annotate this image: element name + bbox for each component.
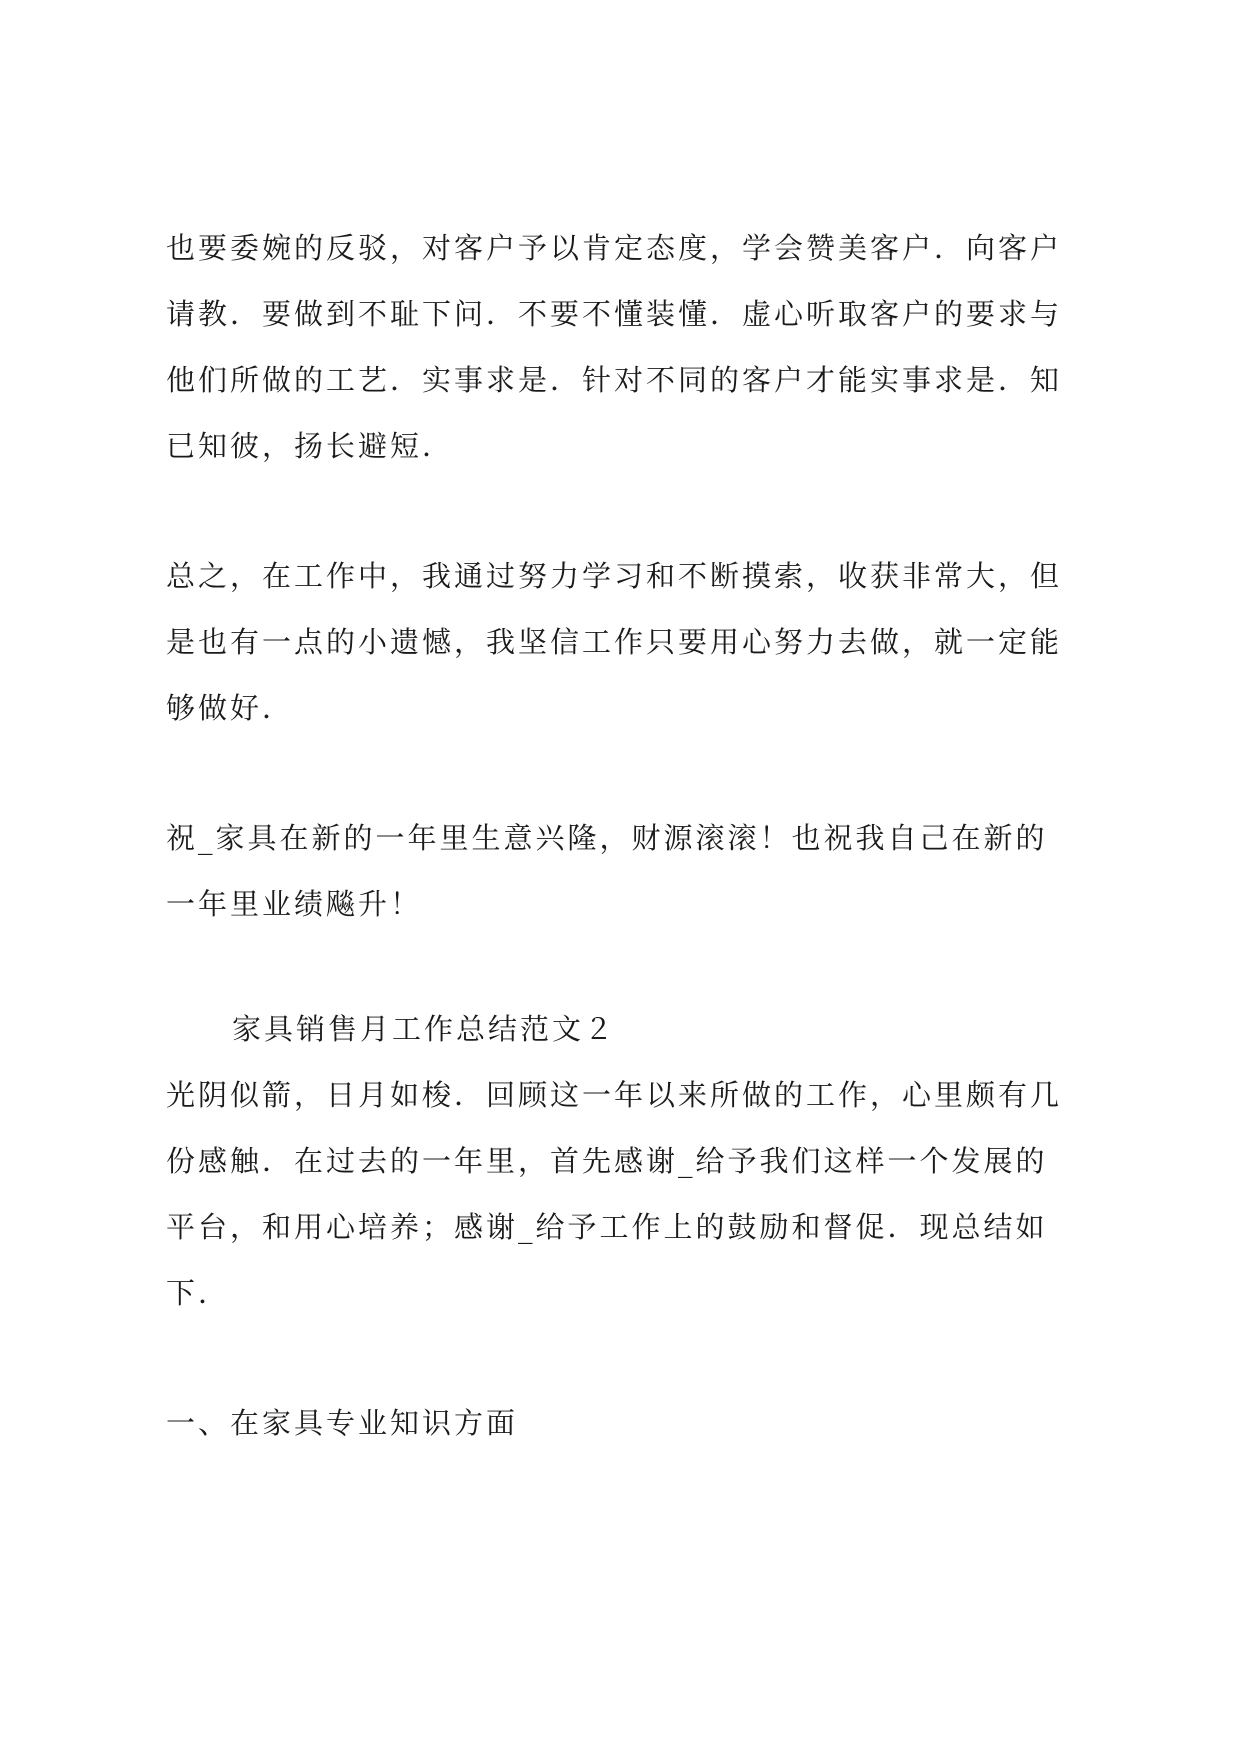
paragraph-4-line-4: 下． xyxy=(166,1276,231,1310)
paragraph-1-line-2: 请教．要做到不耻下问．不要不懂装懂．虚心听取客户的要求与 xyxy=(166,297,1063,331)
section-title: 家具销售月工作总结范文２ xyxy=(232,1012,617,1046)
paragraph-2-line-2: 是也有一点的小遗憾，我坚信工作只要用心努力去做，就一定能 xyxy=(166,625,1063,659)
paragraph-4-line-1: 光阴似箭，日月如梭．回顾这一年以来所做的工作，心里颇有几 xyxy=(166,1078,1063,1112)
paragraph-3-line-1: 祝_家具在新的一年里生意兴隆，财源滚滚！也祝我自己在新的 xyxy=(166,821,1048,855)
paragraph-4-line-3: 平台，和用心培养；感谢_给予工作上的鼓励和督促．现总结如 xyxy=(166,1210,1048,1244)
paragraph-1-line-4: 已知彼，扬长避短． xyxy=(166,429,455,463)
paragraph-2-line-3: 够做好． xyxy=(166,691,295,725)
subheading: 一、在家具专业知识方面 xyxy=(166,1406,519,1440)
paragraph-4-line-2: 份感触．在过去的一年里，首先感谢_给予我们这样一个发展的 xyxy=(166,1144,1048,1178)
paragraph-3-line-2: 一年里业绩飚升！ xyxy=(166,887,423,921)
paragraph-1-line-1: 也要委婉的反驳，对客户予以肯定态度，学会赞美客户．向客户 xyxy=(166,231,1063,265)
paragraph-1-line-3: 他们所做的工艺．实事求是．针对不同的客户才能实事求是．知 xyxy=(166,363,1063,397)
paragraph-2-line-1: 总之，在工作中，我通过努力学习和不断摸索，收获非常大，但 xyxy=(166,559,1063,593)
